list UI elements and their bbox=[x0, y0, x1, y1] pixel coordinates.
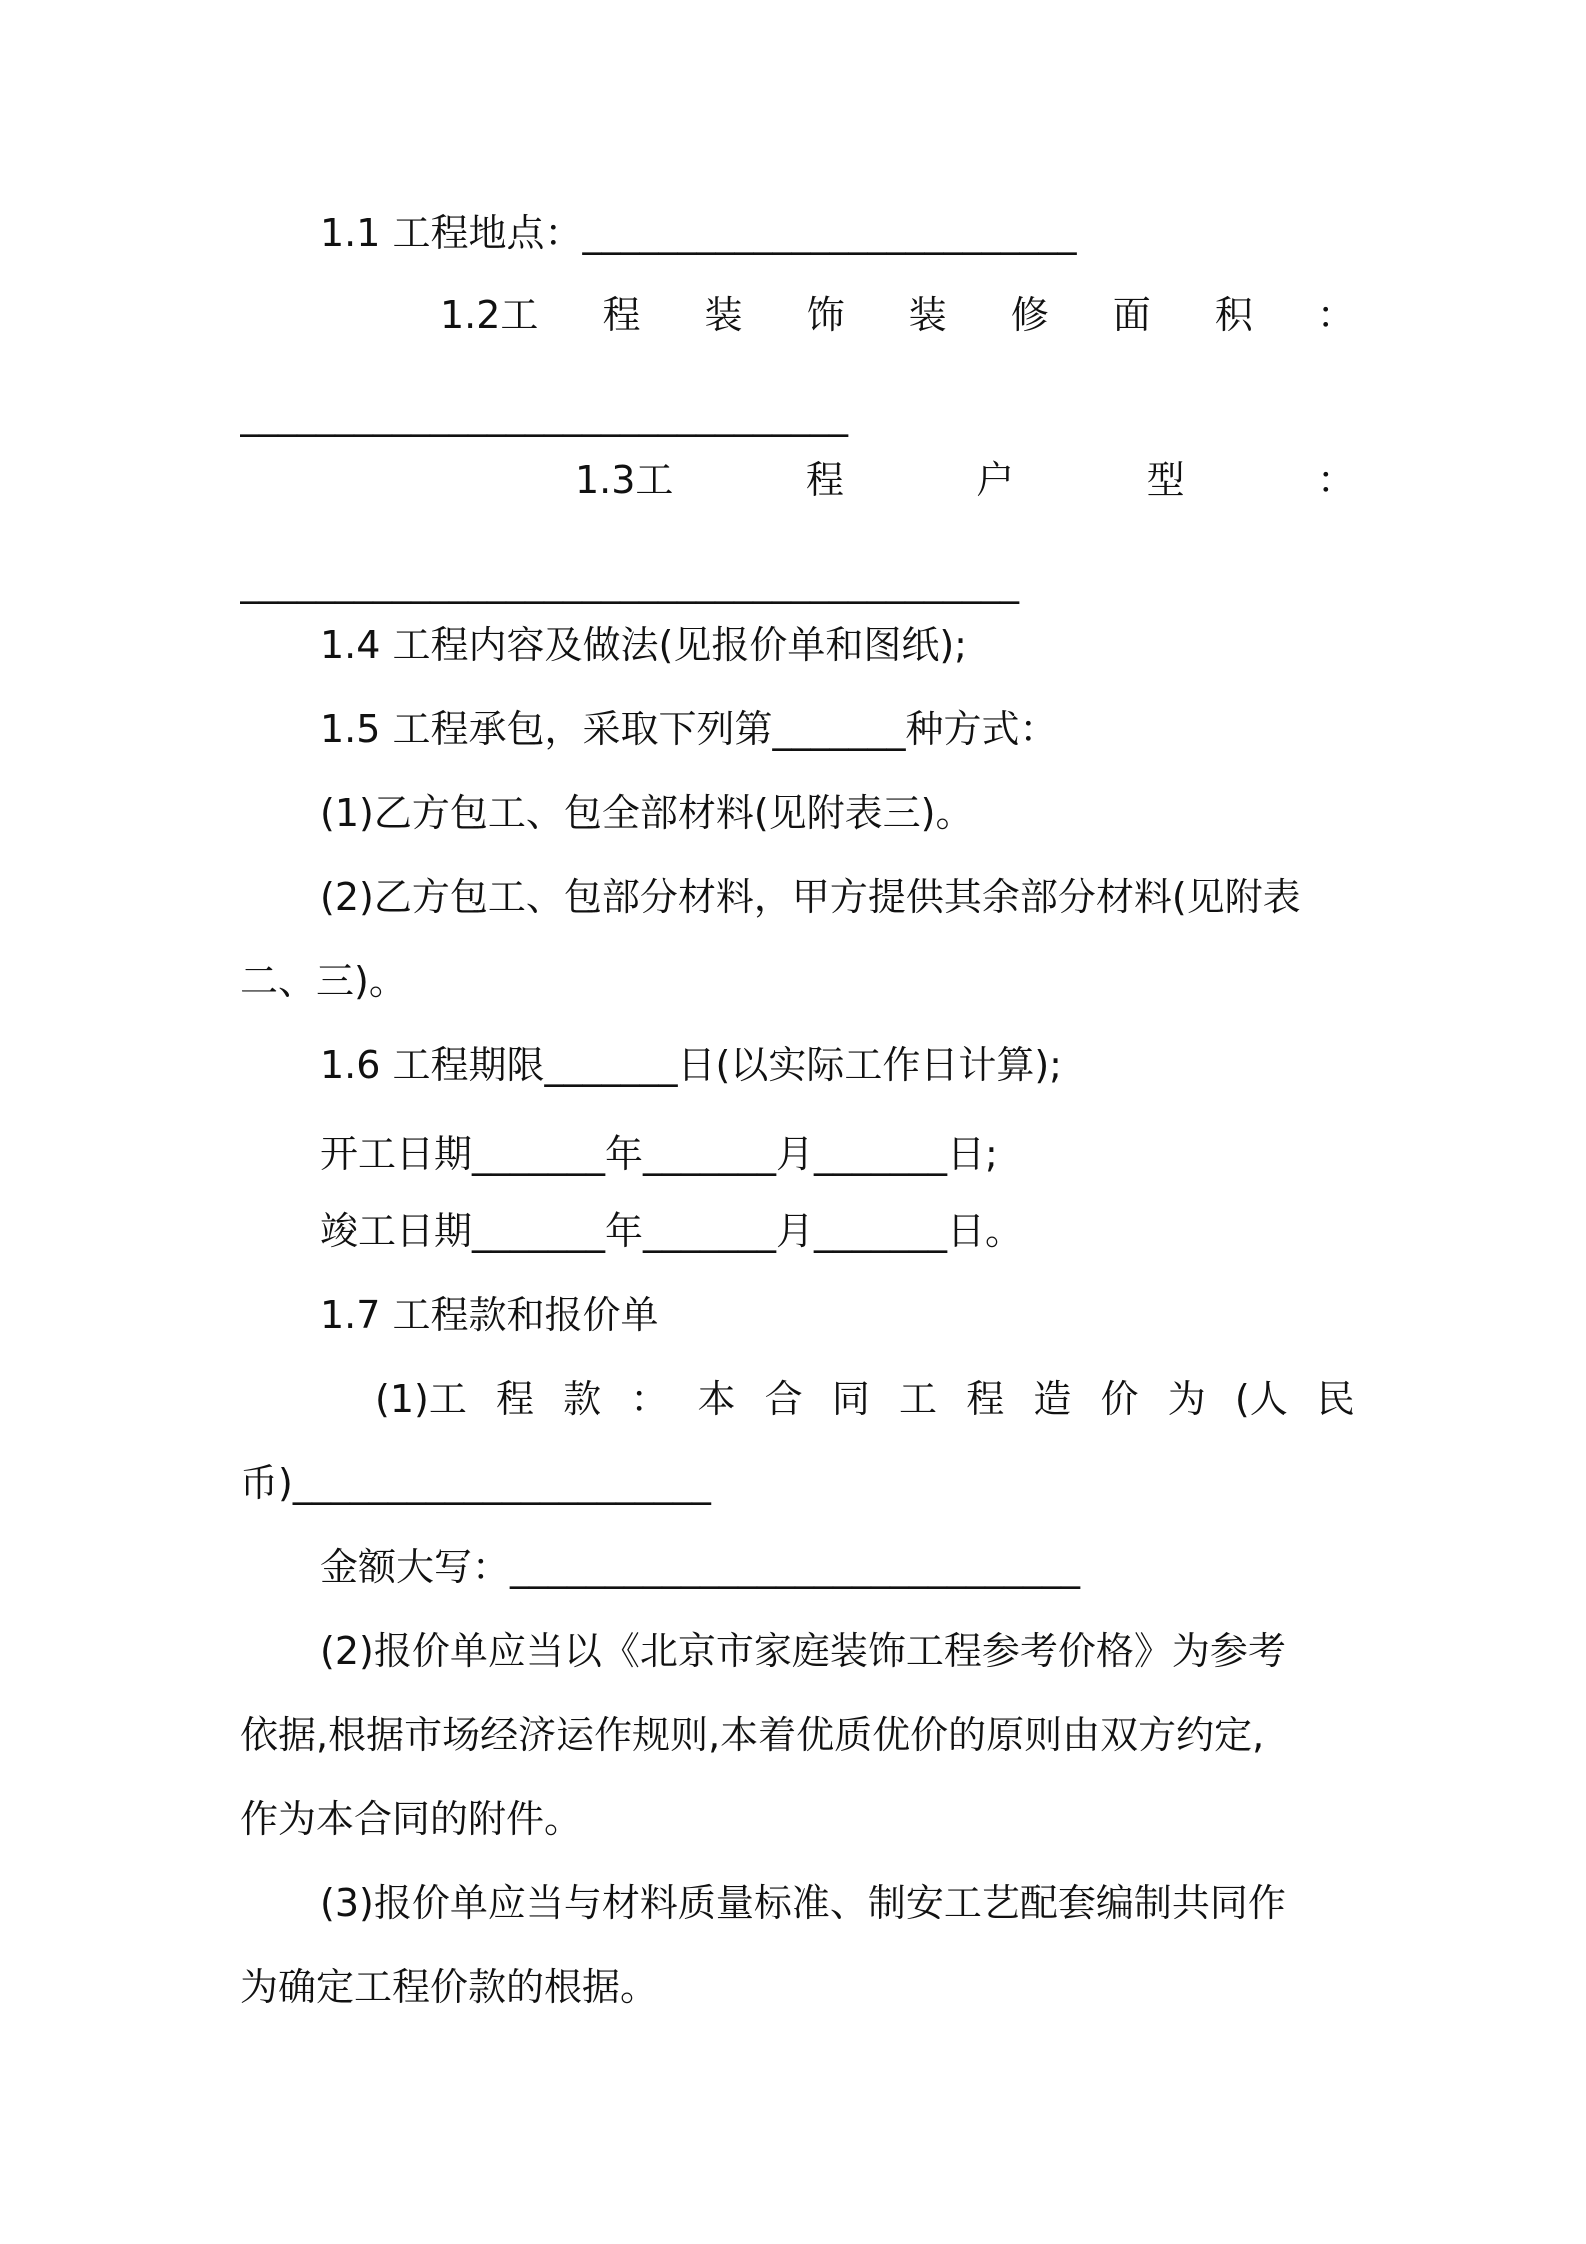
item-1-3-house-type bbox=[240, 455, 1355, 505]
item-1-7-heading: 1.7 工程款和报价单 bbox=[320, 1293, 659, 1337]
item-1-5-option-1: (1)乙方包工、包全部材料(见附表三)。 bbox=[320, 791, 974, 835]
spread-char: 本 bbox=[697, 1377, 736, 1421]
spread-char: (1)工 bbox=[375, 1377, 467, 1421]
spread-char: 程 bbox=[966, 1377, 1005, 1421]
item-1-7-quote-standard-cont: 为确定工程价款的根据。 bbox=[240, 1965, 659, 2009]
spread-char: 面 bbox=[1112, 293, 1151, 337]
item-1-3-blank-line: _________________________________________ bbox=[240, 560, 1019, 604]
item-1-5-option-2: (2)乙方包工、包部分材料，甲方提供其余部分材料(见附表 bbox=[320, 875, 1301, 919]
spread-char: 程 bbox=[805, 458, 844, 502]
spread-char: (人 bbox=[1234, 1377, 1288, 1421]
item-1-5-contract-mode: 1.5 工程承包，采取下列第_______种方式： bbox=[320, 707, 1058, 751]
item-1-6-duration: 1.6 工程期限_______日(以实际工作日计算); bbox=[320, 1043, 1062, 1087]
item-1-7-amount-in-words: 金额大写：______________________________ bbox=[320, 1545, 1081, 1589]
spread-char: 积 bbox=[1214, 293, 1253, 337]
spread-char: 程 bbox=[602, 293, 641, 337]
spread-char: 1.2工 bbox=[440, 293, 539, 337]
spread-char: 工 bbox=[899, 1377, 938, 1421]
item-1-6-start-date: 开工日期_______年_______月_______日; bbox=[320, 1132, 998, 1176]
spread-char: 造 bbox=[1033, 1377, 1072, 1421]
item-1-5-option-2-cont: 二、三)。 bbox=[240, 959, 407, 1003]
item-1-2-decoration-area bbox=[240, 290, 1355, 340]
spread-char: 合 bbox=[764, 1377, 803, 1421]
item-1-4-content: 1.4 工程内容及做法(见报价单和图纸); bbox=[320, 623, 967, 667]
item-1-6-end-date: 竣工日期_______年_______月_______日。 bbox=[320, 1209, 1024, 1253]
spread-char: 程 bbox=[495, 1377, 534, 1421]
item-1-7-quote-standard: (3)报价单应当与材料质量标准、制安工艺配套编制共同作 bbox=[320, 1881, 1286, 1925]
item-1-7-quote-basis: (2)报价单应当以《北京市家庭装饰工程参考价格》为参考 bbox=[320, 1629, 1286, 1673]
spread-char: 型 bbox=[1146, 458, 1185, 502]
spread-char: 饰 bbox=[806, 293, 845, 337]
item-1-7-currency-blank: 币)______________________ bbox=[240, 1461, 711, 1505]
spread-char: 户 bbox=[976, 458, 1015, 502]
spread-char: ： bbox=[1316, 293, 1355, 337]
spread-char: 为 bbox=[1167, 1377, 1206, 1421]
spread-char: 款 bbox=[563, 1377, 602, 1421]
spread-char: ： bbox=[1316, 458, 1355, 502]
item-1-7-payment-line bbox=[240, 1374, 1355, 1424]
spread-char: 价 bbox=[1100, 1377, 1139, 1421]
spread-char: 装 bbox=[908, 293, 947, 337]
spread-char: ： bbox=[630, 1377, 669, 1421]
spread-char: 装 bbox=[704, 293, 743, 337]
spread-char: 同 bbox=[831, 1377, 870, 1421]
spread-char: 1.3工 bbox=[575, 458, 674, 502]
spread-char: 修 bbox=[1010, 293, 1049, 337]
item-1-7-quote-basis-cont: 依据,根据市场经济运作规则,本着优质优价的原则由双方约定, bbox=[240, 1713, 1265, 1757]
item-1-7-quote-basis-end: 作为本合同的附件。 bbox=[240, 1797, 583, 1841]
item-1-1-project-location: 1.1 工程地点：__________________________ bbox=[320, 211, 1077, 255]
spread-char: 民 bbox=[1316, 1377, 1355, 1421]
item-1-2-blank-line: ________________________________ bbox=[240, 393, 848, 437]
